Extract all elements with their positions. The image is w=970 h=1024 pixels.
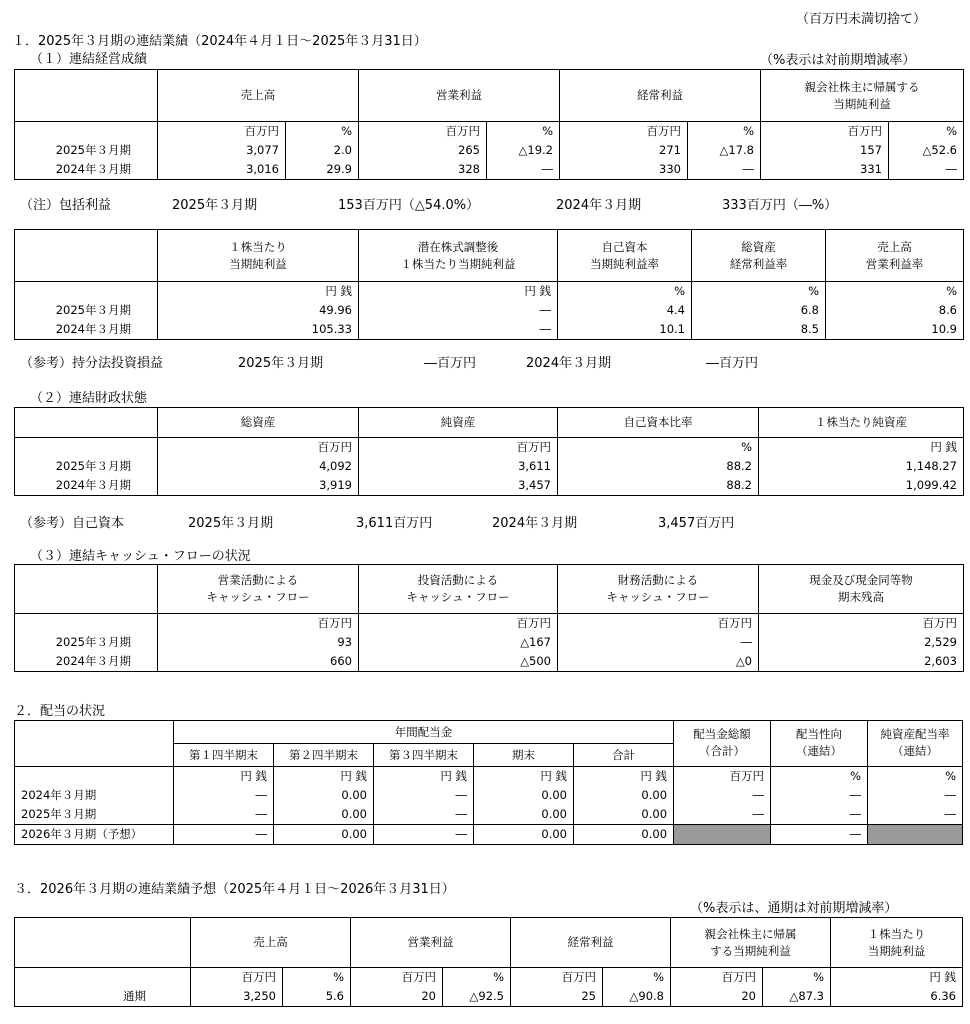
unit-cell: 円 銭 — [359, 282, 558, 302]
note-value: ―百万円 — [424, 356, 477, 371]
row-label: 2024年３月期 — [15, 652, 158, 672]
table-cell: 2.0 — [286, 141, 359, 160]
unit-cell — [15, 614, 158, 634]
table-cell: 157 — [761, 141, 889, 160]
note-label: （参考）自己資本 — [20, 516, 125, 531]
header-cell: 総資産 — [158, 408, 359, 438]
table-cell: 25 — [511, 987, 603, 1007]
corner-cell — [15, 408, 158, 438]
unit-cell: % — [603, 968, 671, 988]
row-label: 2026年３月期（予想） — [15, 825, 174, 845]
unit-cell: 百万円 — [560, 122, 688, 142]
unit-cell: 円 銭 — [158, 282, 359, 302]
unit-cell: 百万円 — [359, 614, 558, 634]
table-cell: 4,092 — [158, 457, 359, 476]
table-cell: ― — [359, 320, 558, 340]
sub1-title: （１）連結経営成績 — [30, 52, 148, 67]
table-cell: △87.3 — [763, 987, 831, 1007]
corner-cell — [15, 230, 158, 282]
table-cell: 3,919 — [158, 476, 359, 496]
table-cell: 1,148.27 — [759, 457, 964, 476]
header-cell: 営業利益 — [351, 918, 511, 968]
cash-flow-table — [14, 564, 964, 672]
table-cell: ― — [374, 805, 474, 825]
table-cell: 4.4 — [558, 301, 692, 320]
header-cell: 経常利益 — [560, 70, 761, 122]
unit-cell: 百万円 — [558, 614, 759, 634]
note-period: 2025年３月期 — [172, 198, 258, 213]
unit-cell: 百万円 — [158, 438, 359, 458]
unit-cell — [15, 767, 174, 787]
table-cell: 0.00 — [574, 805, 674, 825]
table-cell: ― — [359, 301, 558, 320]
note-period: 2024年３月期 — [492, 516, 578, 531]
note-period: 2024年３月期 — [556, 198, 642, 213]
operating-results-table — [14, 69, 964, 180]
table-cell: 0.00 — [474, 786, 574, 805]
table-cell: ― — [174, 825, 274, 845]
unit-cell: 百万円 — [359, 122, 487, 142]
header-cell: 合計 — [574, 744, 674, 767]
note-value: 3,611百万円 — [356, 516, 433, 531]
table-cell: 88.2 — [558, 476, 759, 496]
forecast-pct-note: （%表示は、通期は対前期増減率） — [690, 901, 898, 916]
unit-cell: % — [688, 122, 761, 142]
table-cell: 0.00 — [274, 805, 374, 825]
row-label: 2025年３月期 — [15, 141, 158, 160]
table-cell: ― — [889, 160, 964, 180]
table-cell: 0.00 — [574, 825, 674, 845]
section2-title: ２．配当の状況 — [14, 704, 106, 719]
section3-title: ３．2026年３月期の連結業績予想（2025年４月１日～2026年３月31日） — [14, 882, 455, 897]
table-cell: 20 — [671, 987, 763, 1007]
table-cell: 0.00 — [274, 825, 374, 845]
table-cell: △0 — [558, 652, 759, 672]
unit-cell: % — [889, 122, 964, 142]
unit-cell: 百万円 — [511, 968, 603, 988]
note-label: （参考）持分法投資損益 — [20, 356, 164, 371]
table-cell: 3,250 — [191, 987, 283, 1007]
table-cell: 93 — [158, 633, 359, 652]
unit-cell: % — [868, 767, 963, 787]
row-label: 2025年３月期 — [15, 301, 158, 320]
note-value: 3,457百万円 — [658, 516, 735, 531]
sub3-title: （３）連結キャッシュ・フローの状況 — [30, 549, 251, 564]
table-cell: 10.1 — [558, 320, 692, 340]
table-cell: 330 — [560, 160, 688, 180]
header-cell: 自己資本比率 — [558, 408, 759, 438]
note-period: 2024年３月期 — [526, 356, 612, 371]
header-cell: 総資産 経常利益率 — [692, 230, 826, 282]
table-cell: △52.6 — [889, 141, 964, 160]
unit-cell: % — [283, 968, 351, 988]
header-cell: 売上高 営業利益率 — [826, 230, 964, 282]
table-cell: △17.8 — [688, 141, 761, 160]
table-cell: 3,016 — [158, 160, 286, 180]
row-label: 2024年３月期 — [15, 786, 174, 805]
unit-cell: 百万円 — [158, 614, 359, 634]
dividends-table — [14, 720, 963, 845]
table-cell: △19.2 — [487, 141, 560, 160]
unit-cell: 円 銭 — [174, 767, 274, 787]
unit-cell — [15, 438, 158, 458]
unit-cell: % — [692, 282, 826, 302]
unit-cell: % — [558, 282, 692, 302]
unit-note: （百万円未満切捨て） — [796, 12, 927, 27]
table-cell: ― — [688, 160, 761, 180]
financial-position-table — [14, 407, 964, 496]
note-value: 153百万円（△54.0%） — [338, 198, 480, 213]
header-cell: １株当たり 当期純利益 — [158, 230, 359, 282]
row-label: 2024年３月期 — [15, 476, 158, 496]
table-cell: ― — [771, 786, 868, 805]
unit-cell — [15, 968, 191, 988]
unit-cell: % — [286, 122, 359, 142]
table-cell: 3,457 — [359, 476, 558, 496]
table-cell: ― — [674, 805, 771, 825]
row-label: 2025年３月期 — [15, 633, 158, 652]
shaded-cell — [868, 825, 963, 845]
unit-cell: 百万円 — [359, 438, 558, 458]
table-cell: 328 — [359, 160, 487, 180]
corner-cell — [15, 70, 158, 122]
unit-cell: 円 銭 — [374, 767, 474, 787]
forecast-table — [14, 917, 963, 1007]
header-cell: １株当たり純資産 — [759, 408, 964, 438]
unit-cell: 百万円 — [759, 614, 964, 634]
table-cell: 0.00 — [474, 805, 574, 825]
shaded-cell — [674, 825, 771, 845]
corner-cell — [15, 918, 191, 968]
header-cell: 第１四半期末 — [174, 744, 274, 767]
sub2-title: （２）連結財政状態 — [30, 391, 148, 406]
table-cell: 3,611 — [359, 457, 558, 476]
header-cell: 売上高 — [191, 918, 351, 968]
unit-cell: % — [826, 282, 964, 302]
table-cell: ― — [374, 786, 474, 805]
unit-cell: 円 銭 — [831, 968, 963, 988]
header-cell: 親会社株主に帰属 する当期純利益 — [671, 918, 831, 968]
table-cell: 20 — [351, 987, 443, 1007]
row-label: 2024年３月期 — [15, 160, 158, 180]
table-cell: ― — [674, 786, 771, 805]
header-cell: 財務活動による キャッシュ・フロー — [558, 565, 759, 614]
header-cell: 潜在株式調整後 １株当たり当期純利益 — [359, 230, 558, 282]
table-cell: ― — [771, 825, 868, 845]
note-label: （注）包括利益 — [20, 198, 112, 213]
table-cell: 2,529 — [759, 633, 964, 652]
table-cell: 660 — [158, 652, 359, 672]
header-cell: 配当性向 （連結） — [771, 721, 868, 767]
corner-cell — [15, 565, 158, 614]
group-header: 年間配当金 — [174, 721, 674, 744]
row-label: 2024年３月期 — [15, 320, 158, 340]
row-label: 2025年３月期 — [15, 805, 174, 825]
unit-cell — [15, 282, 158, 302]
table-cell: △92.5 — [443, 987, 511, 1007]
table-cell: △167 — [359, 633, 558, 652]
unit-cell: % — [763, 968, 831, 988]
header-cell: 営業利益 — [359, 70, 560, 122]
row-label: 通期 — [15, 987, 191, 1007]
unit-cell: 百万円 — [671, 968, 763, 988]
table-cell: ― — [868, 786, 963, 805]
note-period: 2025年３月期 — [188, 516, 274, 531]
ratios-table — [14, 229, 964, 340]
table-cell: △500 — [359, 652, 558, 672]
table-cell: 8.5 — [692, 320, 826, 340]
header-cell: １株当たり 当期純利益 — [831, 918, 963, 968]
table-cell: ― — [487, 160, 560, 180]
table-cell: 2,603 — [759, 652, 964, 672]
table-cell: 5.6 — [283, 987, 351, 1007]
table-cell: 0.00 — [474, 825, 574, 845]
header-cell: 現金及び現金同等物 期末残高 — [759, 565, 964, 614]
table-cell: 29.9 — [286, 160, 359, 180]
table-cell: ― — [174, 786, 274, 805]
pct-note: （%表示は対前期増減率） — [760, 53, 916, 68]
table-cell: 6.8 — [692, 301, 826, 320]
table-cell: 0.00 — [274, 786, 374, 805]
table-cell: ― — [771, 805, 868, 825]
header-cell: 投資活動による キャッシュ・フロー — [359, 565, 558, 614]
header-cell: 純資産 — [359, 408, 558, 438]
note-period: 2025年３月期 — [238, 356, 324, 371]
unit-cell: % — [487, 122, 560, 142]
section1-title: １．2025年３月期の連結業績（2024年４月１日～2025年３月31日） — [12, 34, 427, 49]
note-value: ―百万円 — [706, 356, 759, 371]
table-cell: ― — [374, 825, 474, 845]
unit-cell: 円 銭 — [574, 767, 674, 787]
table-cell: 6.36 — [831, 987, 963, 1007]
table-cell: 0.00 — [574, 786, 674, 805]
header-cell: 経常利益 — [511, 918, 671, 968]
header-cell: 自己資本 当期純利益率 — [558, 230, 692, 282]
table-cell: 331 — [761, 160, 889, 180]
table-cell: 105.33 — [158, 320, 359, 340]
header-cell: 純資産配当率 （連結） — [868, 721, 963, 767]
unit-cell — [15, 122, 158, 142]
table-cell: 3,077 — [158, 141, 286, 160]
note-value: 333百万円（―%） — [722, 198, 838, 213]
header-cell: 営業活動による キャッシュ・フロー — [158, 565, 359, 614]
header-cell: 期末 — [474, 744, 574, 767]
header-cell: 親会社株主に帰属する 当期純利益 — [761, 70, 964, 122]
corner-cell — [15, 721, 174, 767]
header-cell: 第３四半期末 — [374, 744, 474, 767]
table-cell: 1,099.42 — [759, 476, 964, 496]
header-cell: 配当金総額 （合計） — [674, 721, 771, 767]
unit-cell: 百万円 — [158, 122, 286, 142]
table-cell: ― — [558, 633, 759, 652]
table-cell: 271 — [560, 141, 688, 160]
unit-cell: % — [771, 767, 868, 787]
unit-cell: 円 銭 — [274, 767, 374, 787]
table-cell: 265 — [359, 141, 487, 160]
unit-cell: % — [558, 438, 759, 458]
unit-cell: 百万円 — [191, 968, 283, 988]
table-cell: ― — [174, 805, 274, 825]
unit-cell: 百万円 — [761, 122, 889, 142]
row-label: 2025年３月期 — [15, 457, 158, 476]
table-cell: 49.96 — [158, 301, 359, 320]
unit-cell: 百万円 — [674, 767, 771, 787]
table-cell: △90.8 — [603, 987, 671, 1007]
unit-cell: 円 銭 — [474, 767, 574, 787]
header-cell: 第２四半期末 — [274, 744, 374, 767]
unit-cell: 百万円 — [351, 968, 443, 988]
table-cell: 88.2 — [558, 457, 759, 476]
header-cell: 売上高 — [158, 70, 359, 122]
unit-cell: 円 銭 — [759, 438, 964, 458]
table-cell: 10.9 — [826, 320, 964, 340]
unit-cell: % — [443, 968, 511, 988]
table-cell: 8.6 — [826, 301, 964, 320]
table-cell: ― — [868, 805, 963, 825]
